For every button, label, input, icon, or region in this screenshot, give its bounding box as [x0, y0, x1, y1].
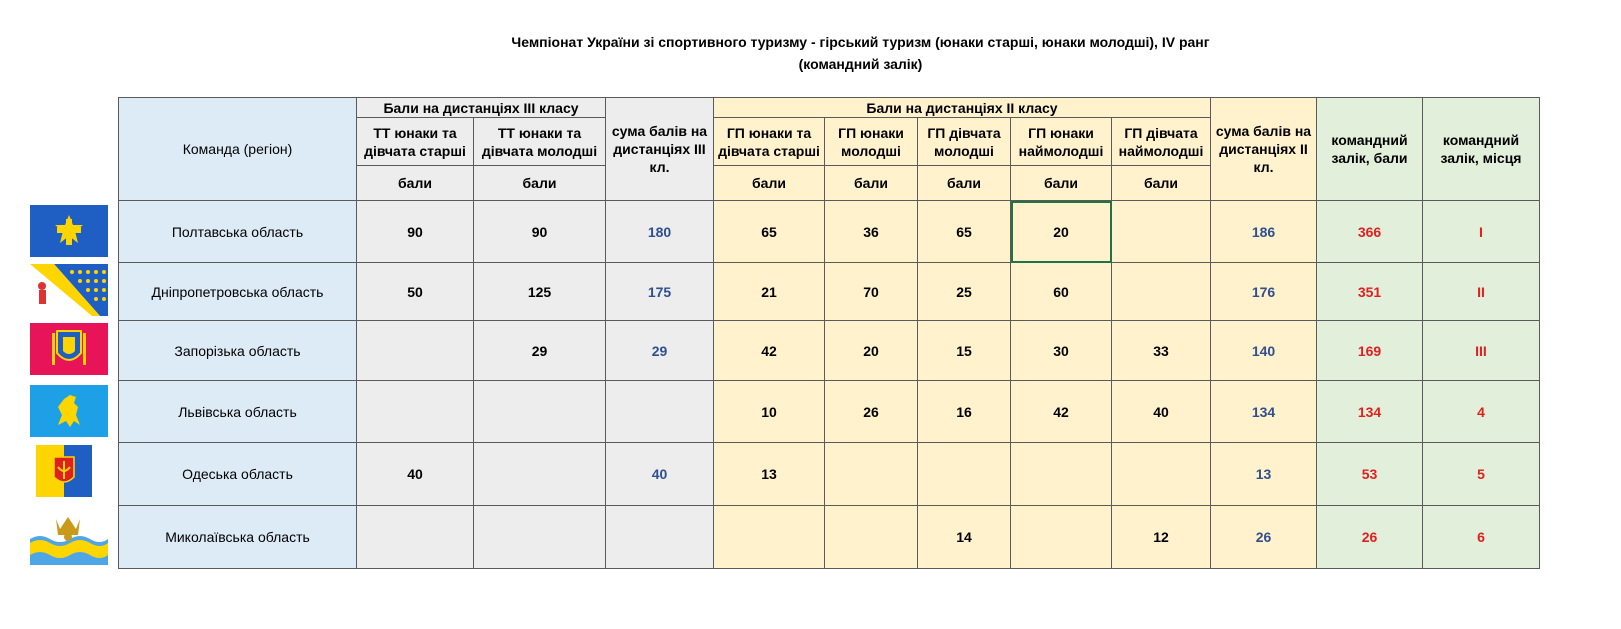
table-row	[119, 506, 1540, 569]
gp-boys-youngest-header: ГП юнаки наймолодші	[1011, 118, 1112, 166]
cell-gp-boys-youngest-selected[interactable]: 20	[1011, 201, 1112, 263]
sum3-header: сума балів на дистанціях ІІІ кл.	[606, 98, 714, 201]
cell-sum3	[606, 506, 714, 569]
cell-tt-junior	[474, 506, 606, 569]
cell-gp-girls-youngest: 33	[1112, 321, 1211, 381]
mykolaiv-flag-icon	[30, 513, 108, 565]
cell-gp-boys-youngest: 60	[1011, 263, 1112, 321]
table-subtitle: (командний залік)	[798, 56, 923, 72]
sum2-header: сума балів на дистанціях ІІ кл.	[1211, 98, 1317, 201]
team-name: Запорізька область	[119, 321, 357, 381]
cell-sum3: 40	[606, 443, 714, 506]
cell-tt-senior: 40	[357, 443, 474, 506]
table-row	[119, 381, 1540, 443]
cell-gp-boys-youngest	[1011, 506, 1112, 569]
cell-gp-boys-youngest: 42	[1011, 381, 1112, 443]
cell-gp-boys-junior: 70	[825, 263, 918, 321]
cell-team-points: 169	[1317, 321, 1423, 381]
team-name: Полтавська область	[119, 201, 357, 263]
cell-gp-senior: 13	[714, 443, 825, 506]
cell-gp-girls-junior: 14	[918, 506, 1011, 569]
unit-label: бали	[357, 166, 474, 201]
team-column-header: Команда (регіон)	[119, 98, 357, 201]
unit-label: бали	[918, 166, 1011, 201]
cell-tt-senior	[357, 381, 474, 443]
cell-sum2: 186	[1211, 201, 1317, 263]
results-table	[118, 97, 1540, 569]
cell-gp-girls-junior: 16	[918, 381, 1011, 443]
cell-team-points: 26	[1317, 506, 1423, 569]
cell-gp-senior	[714, 506, 825, 569]
table-row	[119, 201, 1540, 263]
cell-gp-girls-youngest	[1112, 201, 1211, 263]
cell-tt-junior	[474, 443, 606, 506]
team-points-header: командний залік, бали	[1317, 98, 1423, 201]
cell-gp-senior: 42	[714, 321, 825, 381]
unit-label: бали	[474, 166, 606, 201]
cell-team-place: 6	[1423, 506, 1540, 569]
cell-tt-junior: 29	[474, 321, 606, 381]
tt-junior-header: ТТ юнаки та дівчата молодші	[474, 118, 606, 166]
cell-sum2: 134	[1211, 381, 1317, 443]
cell-team-place: 4	[1423, 381, 1540, 443]
cell-sum3	[606, 381, 714, 443]
lviv-flag-icon	[30, 385, 108, 437]
cell-gp-girls-junior: 25	[918, 263, 1011, 321]
cell-team-place: II	[1423, 263, 1540, 321]
class3-group-header: Бали на дистанціях ІІІ класу	[357, 98, 606, 118]
unit-label: бали	[714, 166, 825, 201]
unit-label: бали	[1011, 166, 1112, 201]
table-row	[119, 321, 1540, 381]
poltava-flag-icon	[30, 205, 108, 257]
cell-gp-boys-youngest: 30	[1011, 321, 1112, 381]
cell-sum3: 29	[606, 321, 714, 381]
cell-team-points: 134	[1317, 381, 1423, 443]
cell-tt-senior: 90	[357, 201, 474, 263]
cell-tt-junior: 125	[474, 263, 606, 321]
gp-boys-junior-header: ГП юнаки молодші	[825, 118, 918, 166]
cell-gp-girls-junior: 65	[918, 201, 1011, 263]
cell-gp-boys-youngest	[1011, 443, 1112, 506]
cell-sum3: 180	[606, 201, 714, 263]
dnipropetrovsk-flag-icon	[30, 264, 108, 316]
gp-girls-youngest-header: ГП дівчата наймолодші	[1112, 118, 1211, 166]
gp-senior-header: ГП юнаки та дівчата старші	[714, 118, 825, 166]
cell-gp-girls-youngest: 12	[1112, 506, 1211, 569]
cell-team-points: 351	[1317, 263, 1423, 321]
cell-sum2: 13	[1211, 443, 1317, 506]
cell-tt-junior: 90	[474, 201, 606, 263]
cell-tt-junior	[474, 381, 606, 443]
class2-group-header: Бали на дистанціях ІІ класу	[714, 98, 1211, 118]
cell-sum2: 26	[1211, 506, 1317, 569]
odesa-flag-icon	[36, 445, 92, 497]
cell-team-place: 5	[1423, 443, 1540, 506]
cell-tt-senior	[357, 506, 474, 569]
table-row	[119, 263, 1540, 321]
cell-gp-girls-youngest	[1112, 443, 1211, 506]
cell-sum3: 175	[606, 263, 714, 321]
zaporizhzhia-flag-icon	[30, 323, 108, 375]
cell-team-points: 53	[1317, 443, 1423, 506]
table-row	[119, 443, 1540, 506]
tt-senior-header: ТТ юнаки та дівчата старші	[357, 118, 474, 166]
cell-sum2: 140	[1211, 321, 1317, 381]
team-name: Дніпропетровська область	[119, 263, 357, 321]
cell-team-place: I	[1423, 201, 1540, 263]
cell-gp-senior: 10	[714, 381, 825, 443]
cell-team-points: 366	[1317, 201, 1423, 263]
unit-label: бали	[1112, 166, 1211, 201]
cell-gp-girls-youngest: 40	[1112, 381, 1211, 443]
cell-gp-boys-junior: 20	[825, 321, 918, 381]
cell-gp-boys-junior	[825, 443, 918, 506]
cell-gp-boys-junior: 26	[825, 381, 918, 443]
cell-sum2: 176	[1211, 263, 1317, 321]
team-place-header: командний залік, місця	[1423, 98, 1540, 201]
cell-gp-girls-youngest	[1112, 263, 1211, 321]
cell-gp-boys-junior: 36	[825, 201, 918, 263]
cell-team-place: III	[1423, 321, 1540, 381]
team-name: Львівська область	[119, 381, 357, 443]
gp-girls-junior-header: ГП дівчата молодші	[918, 118, 1011, 166]
cell-gp-senior: 65	[714, 201, 825, 263]
cell-gp-girls-junior: 15	[918, 321, 1011, 381]
table-title: Чемпіонат України зі спортивного туризму - гірський туризм (юнаки старші, юнаки молодші), IV ранг	[511, 34, 1210, 50]
team-name: Одеська область	[119, 443, 357, 506]
cell-tt-senior	[357, 321, 474, 381]
team-name: Миколаївська область	[119, 506, 357, 569]
cell-gp-senior: 21	[714, 263, 825, 321]
unit-label: бали	[825, 166, 918, 201]
cell-gp-girls-junior	[918, 443, 1011, 506]
cell-tt-senior: 50	[357, 263, 474, 321]
cell-gp-boys-junior	[825, 506, 918, 569]
